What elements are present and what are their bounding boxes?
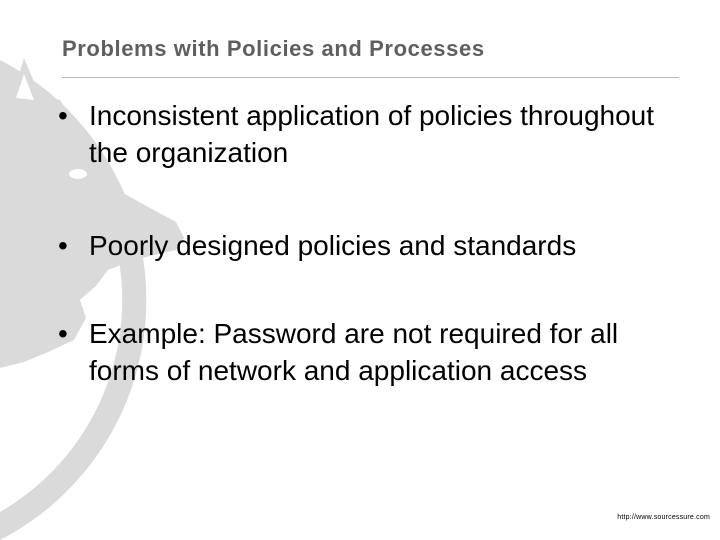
- title-divider: [62, 77, 679, 78]
- bullet-item: [58, 97, 678, 171]
- bullet-item: [58, 315, 678, 389]
- bullet-list: [58, 97, 678, 389]
- bullet-dot: •: [58, 318, 68, 349]
- bullet-text: Poorly designed policies and standards: [89, 230, 577, 261]
- bullet-dot: •: [58, 230, 68, 261]
- bullet-item: [58, 227, 678, 264]
- slide-title: Problems with Policies and Processes: [62, 36, 485, 61]
- bullet-text: Example: Password are not required for all forms of network and application access: [89, 318, 619, 386]
- footer-url: http://www.sourcessure.com: [617, 514, 710, 521]
- bullet-dot: •: [58, 100, 68, 131]
- bullet-text: Inconsistent application of policies throughout the organization: [89, 100, 655, 168]
